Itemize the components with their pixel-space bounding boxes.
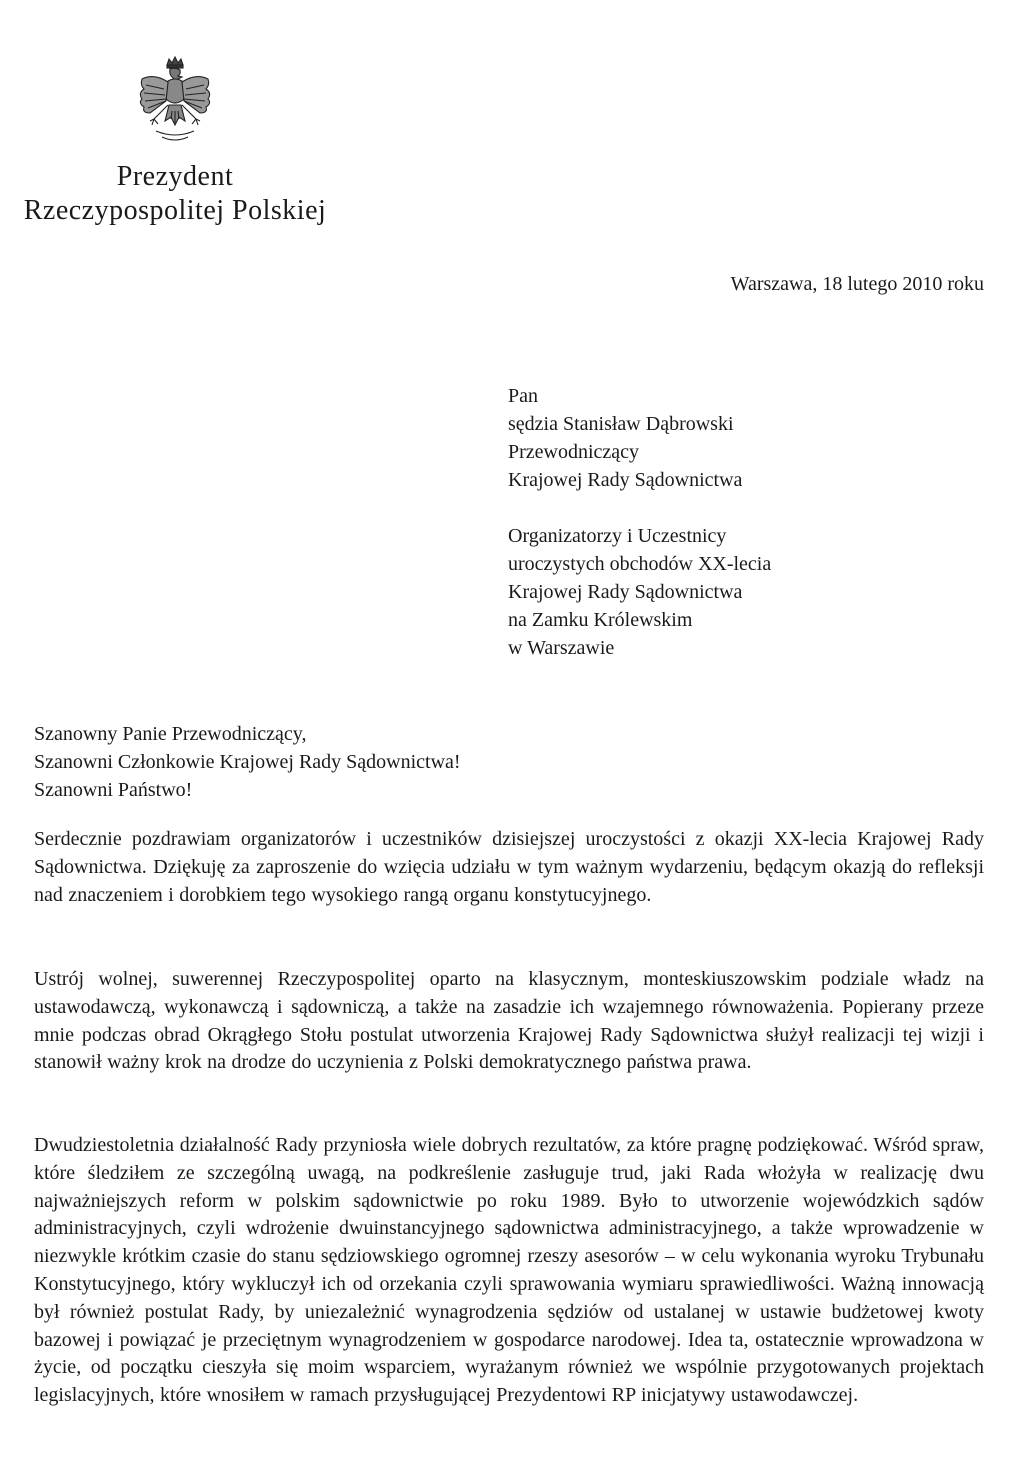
recipient-line: w Warszawie <box>508 637 615 659</box>
body-paragraph-3: Dwudziestoletnia działalność Rady przyniosła wiele dobrych rezultatów, za które pragnę podziękować. Wśród spraw, które śledziłem ze szczególną uwagą, na podkreślenie zasługuje trud, jaki Rada włożyła w realizację dwu najważniejszych reform w polskim sądownictwie po roku 1989. Było to utworzenie wojewódzkich sądów administracyjnych, czyli wdrożenie dwuinstancyjnego sądownictwa administracyjnego, a także wprowadzenie w niezwykle krótkim czasie do stanu sędziowskiego ogromnej rzeszy asesorów – w celu wykonania wyroku Trybunału Konstytucyjnego, który wykluczył ich od orzekania czyli sprawowania wymiaru sprawiedliwości. Ważną innowacją był również postulat Rady, by uniezależnić wynagrodzenia sędziów od ustalanej w ustawie budżetowej kwoty bazowej i powiązać je przeciętnym wynagrodzeniem w gospodarce narodowej. Idea ta, ostatecznie wprowadzona w życie, od początku cieszyła się moim wsparciem, wyrażanym również we wspólnie przygotowanych projektach legislacyjnych, które wnosiłem w ramach przysługującej Prezydentowi RP inicjatywy ustawodawczej. <box>34 1134 984 1407</box>
salutation-line: Szanowni Członkowie Krajowej Rady Sądownictwa! <box>34 751 461 773</box>
recipient-line: uroczystych obchodów XX-lecia <box>508 553 772 575</box>
recipient-primary <box>508 382 742 494</box>
recipient-secondary <box>508 522 771 662</box>
recipient-line: Krajowej Rady Sądownictwa <box>508 469 743 491</box>
recipient-line: Pan <box>508 385 538 407</box>
salutation-line: Szanowni Państwo! <box>34 779 193 801</box>
salutation-line: Szanowny Panie Przewodniczący, <box>34 723 307 745</box>
office-title-line1: Prezydent <box>116 161 234 192</box>
body-paragraph-1: Serdecznie pozdrawiam organizatorów i uczestników dzisiejszej uroczystości z okazji XX-lecia Krajowej Rady Sądownictwa. Dziękuję za zaproszenie do wzięcia udziału w tym ważnym wydarzeniu, będącym okazją do refleksji nad znaczeniem i dorobkiem tego wysokiego rangą organu konstytucyjnego. <box>34 828 984 906</box>
letter-date: Warszawa, 18 lutego 2010 roku <box>730 273 984 295</box>
office-title-line2: Rzeczypospolitej Polskiej <box>23 195 327 226</box>
body-paragraph-2: Ustrój wolnej, suwerennej Rzeczypospolitej oparto na klasycznym, monteskiuszowskim podziale władz na ustawodawczą, wykonawczą i sądowniczą, a także na zasadzie ich wzajemnego równoważenia. Popierany przeze mnie podczas obrad Okrągłego Stołu postulat utworzenia Krajowej Rady Sądownictwa służył realizacji tej wizji i stanowił ważny krok na drodze do uczynienia z Polski demokratycznego państwa prawa. <box>34 968 984 1074</box>
salutation <box>34 720 461 804</box>
recipient-line: Organizatorzy i Uczestnicy <box>508 525 727 547</box>
white-eagle-emblem-icon <box>134 55 216 147</box>
recipient-line: sędzia Stanisław Dąbrowski <box>508 413 734 435</box>
recipient-line: Przewodniczący <box>508 441 640 463</box>
office-title <box>0 160 350 228</box>
recipient-line: Krajowej Rady Sądownictwa <box>508 581 743 603</box>
recipient-line: na Zamku Królewskim <box>508 609 693 631</box>
